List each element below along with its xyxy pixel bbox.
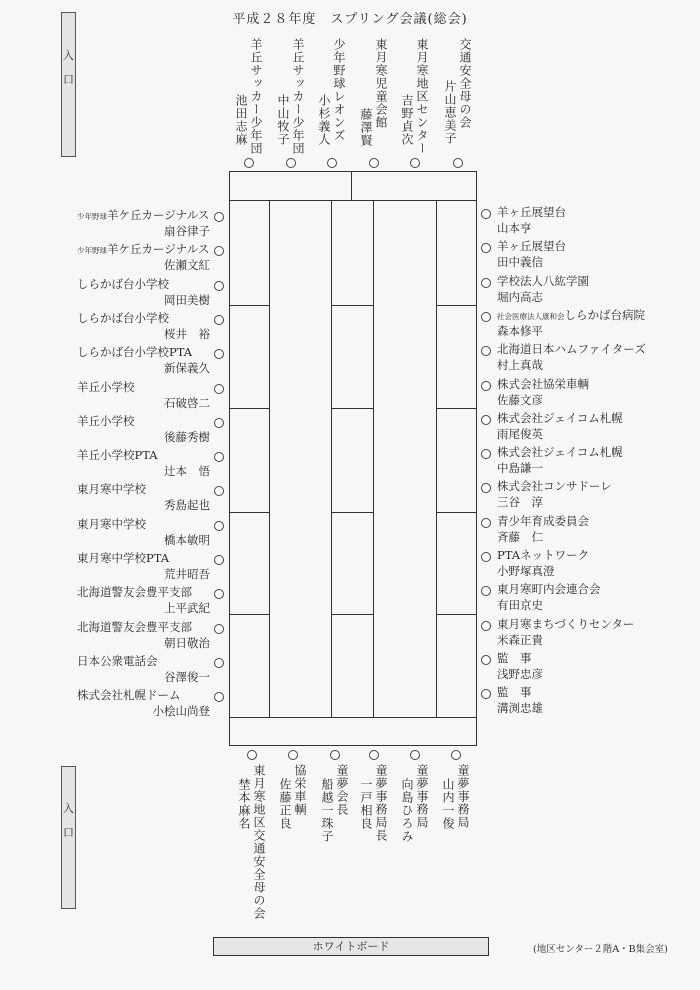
seat-org — [497, 308, 645, 324]
seat-circle — [410, 750, 420, 760]
seat-name: 池田志麻 — [234, 94, 248, 146]
seat-org — [497, 445, 623, 459]
table-line — [229, 745, 477, 746]
seat-circle — [214, 521, 224, 531]
seat-name: 有田京史 — [497, 598, 543, 613]
seat-org — [497, 617, 634, 631]
table-line — [229, 171, 477, 172]
seat-name: 岡田美樹 — [164, 292, 210, 307]
seat-org: 東月寒児童会館 — [374, 38, 388, 129]
seat-name: 小杉義人 — [317, 94, 331, 146]
seat-name: 田中義信 — [497, 255, 543, 270]
seat-name: 三谷 淳 — [497, 495, 543, 510]
table-line — [229, 614, 270, 615]
seat-org-text: 株式会社コンサドーレ — [497, 479, 612, 494]
seat-name: 山内一俊 — [441, 778, 455, 830]
seat-circle — [214, 692, 224, 702]
table-line — [229, 717, 477, 718]
seat-circle — [286, 158, 296, 168]
table-line — [436, 614, 477, 615]
seat-org — [77, 620, 192, 634]
seat-circle — [214, 624, 224, 634]
seat-circle — [214, 315, 224, 325]
seat-org-text: 羊ケ丘カージナルス — [107, 242, 210, 257]
seat-org — [77, 311, 169, 325]
seat-circle — [481, 278, 491, 288]
seat-org — [497, 548, 589, 562]
seat-org — [497, 651, 532, 665]
seat-org-text: しらかば台小学校 — [77, 276, 169, 291]
seat-org — [77, 482, 146, 496]
seat-circle — [214, 555, 224, 565]
seat-circle — [214, 658, 224, 668]
seat-circle — [214, 418, 224, 428]
seat-org-text: 学校法人八紘学園 — [497, 273, 589, 288]
seat-name: 片山恵美子 — [443, 80, 457, 145]
seat-org — [77, 688, 181, 702]
seat-org — [77, 448, 158, 462]
table-line — [331, 305, 374, 306]
seat-circle — [481, 346, 491, 356]
seat-org — [497, 411, 623, 425]
seat-org-text: 羊丘小学校PTA — [77, 448, 158, 463]
entrance-bottom — [61, 766, 76, 909]
seat-org-text: 北海道日本ハムファイターズ — [497, 342, 646, 357]
seat-circle — [330, 750, 340, 760]
entrance-top — [61, 12, 76, 157]
seat-org: 協栄車輌 — [293, 764, 307, 816]
seat-org-text: PTAネットワーク — [497, 548, 590, 562]
seat-name: 向島ひろみ — [400, 778, 414, 843]
seat-name: 佐瀬文紅 — [164, 258, 210, 273]
seat-circle — [481, 243, 491, 253]
seat-name: 新保義久 — [164, 361, 210, 376]
seat-org — [497, 377, 589, 391]
seat-org-text: 東月寒まちづくりセンター — [497, 616, 635, 631]
seat-org-text: 東月寒町内会連合会 — [497, 582, 601, 597]
seat-name: 溝渕忠雄 — [497, 701, 543, 716]
seat-org-prefix: 社会医療法人康和会 — [497, 311, 565, 321]
table-line — [229, 512, 270, 513]
seat-name: 荒井昭吾 — [164, 567, 210, 581]
seat-org-text: 北海道警友会豊平支部 — [77, 585, 192, 600]
seat-org — [497, 514, 589, 528]
seat-org: 童夢事務局 — [456, 764, 470, 829]
seat-name: 斉藤 仁 — [497, 529, 543, 544]
seat-org: 少年野球レオンズ — [332, 38, 346, 142]
seat-name: 橋本敏明 — [164, 532, 210, 547]
seat-circle — [410, 158, 420, 168]
seat-name: 谷澤俊一 — [164, 669, 210, 684]
seat-name: 佐藤正良 — [278, 778, 292, 830]
seat-org — [497, 205, 566, 219]
seat-circle — [214, 212, 224, 222]
seat-org — [77, 585, 192, 599]
seat-org: 童夢事務局長 — [374, 764, 388, 842]
seat-circle — [481, 483, 491, 493]
seat-circle — [214, 349, 224, 359]
seat-name: 雨尾俊英 — [497, 426, 543, 441]
seat-org-text: 監 事 — [497, 650, 532, 665]
seat-circle — [481, 449, 491, 459]
seat-name: 朝日敬治 — [164, 635, 210, 650]
table-line — [331, 408, 374, 409]
seat-org — [77, 277, 169, 291]
seat-org-text: 東月寒中学校 — [77, 516, 146, 531]
table-line — [476, 171, 477, 746]
seat-org: 東月寒地区交通安全母の会 — [252, 764, 266, 920]
table-line — [436, 200, 437, 718]
entrance-label: 入 口 — [63, 49, 74, 86]
seat-name: 扇谷律子 — [164, 224, 210, 238]
seat-org: 東月寒地区センター — [415, 38, 429, 155]
seat-org-prefix: 少年野球 — [77, 246, 107, 256]
seat-circle — [244, 158, 254, 168]
seat-org-text: 羊ヶ丘展望台 — [497, 205, 566, 219]
table-line — [373, 200, 374, 718]
table-line — [229, 408, 270, 409]
entrance-label: 入 口 — [63, 802, 74, 839]
table-line — [269, 200, 270, 718]
seat-name: 小桧山尚登 — [152, 704, 210, 719]
seat-name: 上平武紀 — [164, 601, 210, 616]
seat-org-text: 東月寒中学校 — [77, 482, 146, 497]
seat-circle — [481, 381, 491, 391]
seat-org-text: 羊ヶ丘展望台 — [497, 239, 566, 254]
seat-name: 森本修平 — [497, 323, 543, 338]
whiteboard: ホワイトボード — [213, 937, 489, 956]
table-line — [351, 171, 352, 201]
table-line — [229, 171, 230, 746]
seat-name: 辻本 悟 — [164, 464, 210, 479]
seat-name: 桜井 裕 — [164, 326, 210, 341]
seat-name: 村上真哉 — [497, 358, 543, 373]
seat-name: 小野塚真澄 — [497, 564, 555, 578]
seat-circle — [214, 486, 224, 496]
table-line — [229, 305, 270, 306]
table-line — [331, 614, 374, 615]
seat-org-prefix: 少年野球 — [77, 212, 107, 221]
seat-org-text: 監 事 — [497, 685, 532, 700]
seat-name: 一戸相良 — [359, 778, 373, 830]
seat-name: 吉野貞次 — [400, 94, 414, 146]
seat-circle — [481, 209, 491, 219]
seat-name: 中島謙一 — [497, 461, 543, 476]
seat-org-text: 株式会社ジェイコム札幌 — [497, 410, 623, 425]
seat-circle — [214, 384, 224, 394]
seat-circle — [481, 552, 491, 562]
seat-circle — [214, 589, 224, 599]
seat-org-text: 株式会社協栄車輌 — [497, 376, 589, 391]
seat-name: 佐藤文彦 — [497, 392, 543, 407]
seat-org-text: 羊丘小学校 — [77, 413, 135, 428]
seat-name: 埜本麻名 — [237, 778, 251, 830]
seat-org — [497, 582, 601, 596]
seat-name: 堀内高志 — [497, 289, 543, 304]
seat-org: 交通安全母の会 — [458, 38, 472, 129]
seat-circle — [481, 655, 491, 665]
seat-org — [77, 517, 146, 531]
seat-circle — [481, 621, 491, 631]
seat-circle — [369, 750, 379, 760]
seat-org — [497, 685, 532, 699]
page-title: 平成２８年度 スプリング会議(総会) — [232, 12, 468, 27]
seat-org — [77, 380, 135, 394]
table-line — [436, 305, 477, 306]
seat-org-text: 羊ケ丘カージナルス — [107, 208, 210, 222]
seat-circle — [247, 750, 257, 760]
seat-org — [497, 342, 646, 356]
seat-circle — [481, 518, 491, 528]
seat-name: 中山牧子 — [276, 94, 290, 146]
table-line — [436, 512, 477, 513]
table-line — [229, 200, 477, 201]
seat-circle — [288, 750, 298, 760]
seat-org-text: しらかば台小学校PTA — [77, 345, 193, 360]
location-note: (地区センター２階A・B集会室) — [533, 944, 668, 955]
seat-circle — [481, 312, 491, 322]
seat-name: 米森正貴 — [497, 632, 543, 647]
seat-circle — [214, 281, 224, 291]
table-line — [436, 408, 477, 409]
seat-circle — [451, 750, 461, 760]
seat-circle — [369, 158, 379, 168]
seat-name: 浅野忠彦 — [497, 666, 543, 681]
seat-circle — [214, 452, 224, 462]
seat-org-text: 株式会社札幌ドーム — [77, 688, 181, 703]
seat-circle — [481, 415, 491, 425]
seat-name: 秀島起也 — [164, 498, 210, 513]
seat-name: 藤澤賢 — [359, 108, 373, 147]
seat-org — [77, 208, 209, 224]
seat-org: 童夢会長 — [335, 764, 349, 816]
seat-org — [77, 414, 135, 428]
seat-org — [77, 345, 192, 359]
seat-org — [497, 274, 589, 288]
seat-org: 童夢事務局 — [415, 764, 429, 829]
seat-org-text: 北海道警友会豊平支部 — [77, 619, 192, 634]
seat-org-text: 青少年育成委員会 — [497, 513, 589, 528]
seat-name: 石破啓二 — [164, 395, 210, 410]
seat-org — [497, 239, 566, 253]
seat-name: 後藤秀樹 — [164, 429, 210, 444]
seat-org — [77, 654, 158, 668]
seat-org — [497, 479, 612, 493]
seat-org-text: 東月寒中学校PTA — [77, 551, 170, 565]
seat-circle — [453, 158, 463, 168]
table-line — [331, 512, 374, 513]
table-line — [331, 200, 332, 718]
seat-org: 羊丘サッカー少年団 — [249, 38, 263, 155]
seat-org-text: 株式会社ジェイコム札幌 — [497, 445, 623, 460]
seat-org-text: しらかば台病院 — [564, 307, 645, 322]
seat-org-text: 日本公衆電話会 — [77, 653, 158, 668]
seat-circle — [214, 246, 224, 256]
seat-circle — [481, 689, 491, 699]
seat-org: 羊丘サッカー少年団 — [291, 38, 305, 155]
seat-circle — [481, 586, 491, 596]
seat-org-text: しらかば台小学校 — [77, 310, 169, 325]
seat-org — [77, 551, 169, 565]
seat-org — [77, 242, 209, 258]
seat-org-text: 羊丘小学校 — [77, 379, 135, 394]
seat-circle — [327, 158, 337, 168]
seat-name: 船越一珠子 — [320, 778, 334, 843]
seat-name: 山本亨 — [497, 221, 532, 235]
